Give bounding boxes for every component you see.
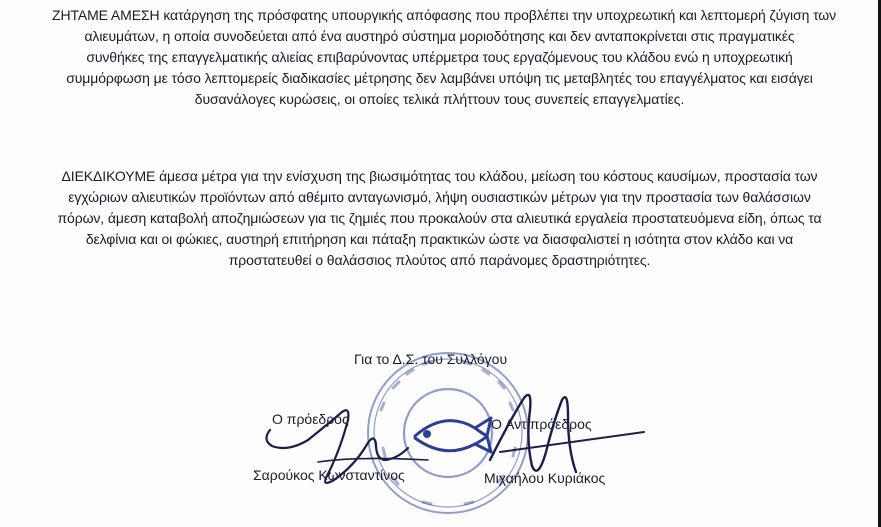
text-line: ΔΙΕΚΔΙΚΟΥΜΕ άμεσα μέτρα για την ενίσχυση της βιωσιμότητας του κλάδου, μείωση του κόστους καυσίμων, προστασία των (61, 168, 818, 184)
text-line: συμμόρφωση με τόσο λεπτομερείς διαδικασίες μέτρησης δεν λαμβάνει υπόψη τις μεταβλητές του επαγγέλματος και εισάγει (66, 70, 813, 86)
text-line: συνθήκες της επαγγελματικής αλιείας επιβαρύνοντας υπέρμετρα τους εργαζόμενους του κλάδου ενώ η υποχρεωτική (86, 49, 793, 65)
text-line: πόρων, άμεση καταβολή αποζημιώσεων για τις ζημιές που προκαλούν στα αλιευτικά εργαλεία προστατευόμενα είδη, όπως τα (57, 210, 822, 226)
claims-paragraph (52, 166, 827, 271)
association-stamp (363, 348, 533, 518)
fish-icon (415, 418, 491, 452)
president-name: Σαρούκος Κωνσταντίνος (253, 467, 405, 483)
demands-paragraph (52, 5, 837, 110)
text-line: δυσανάλογες κυρώσεις, οι οποίες τελικά πλήττουν τους συνεπείς επαγγελματίες. (194, 91, 685, 107)
text-line: δελφίνια και οι φώκιες, αυστηρή επιτήρηση και πάταξη πρακτικών ώστε να διασφαλιστεί η ισότητα στον κλάδο και να (85, 231, 794, 247)
text-line: ΖΗΤΑΜΕ ΑΜΕΣΗ κατάργηση της πρόσφατης υπουργικής απόφασης που προβλέπει την υποχρεωτική και λεπτομερή ζύγιση των (52, 7, 837, 23)
text-line: αλιευμάτων, η οποία συνοδεύεται από ένα αυστηρό σύστημα μοριοδότησης και δεν ανταποκρίνεται στις πραγματικές (84, 28, 795, 44)
text-line: προστατευθεί ο θαλάσσιος πλούτος από παράνομες δραστηριότητες. (228, 252, 651, 268)
vice-president-title: Ο Αντιπρόεδρος (491, 416, 592, 432)
for-board-label: Για το Δ.Σ. του Συλλόγου (354, 351, 508, 367)
vice-president-name: Μιχαήλου Κυριάκος (484, 470, 606, 486)
president-title: Ο πρόεδρος (272, 411, 349, 427)
text-line: εγχώριων αλιευτικών προϊόντων από αθέμιτο ανταγωνισμό, λήψη ουσιαστικών μέτρων για την προστασία των θαλάσσιων (68, 189, 811, 205)
